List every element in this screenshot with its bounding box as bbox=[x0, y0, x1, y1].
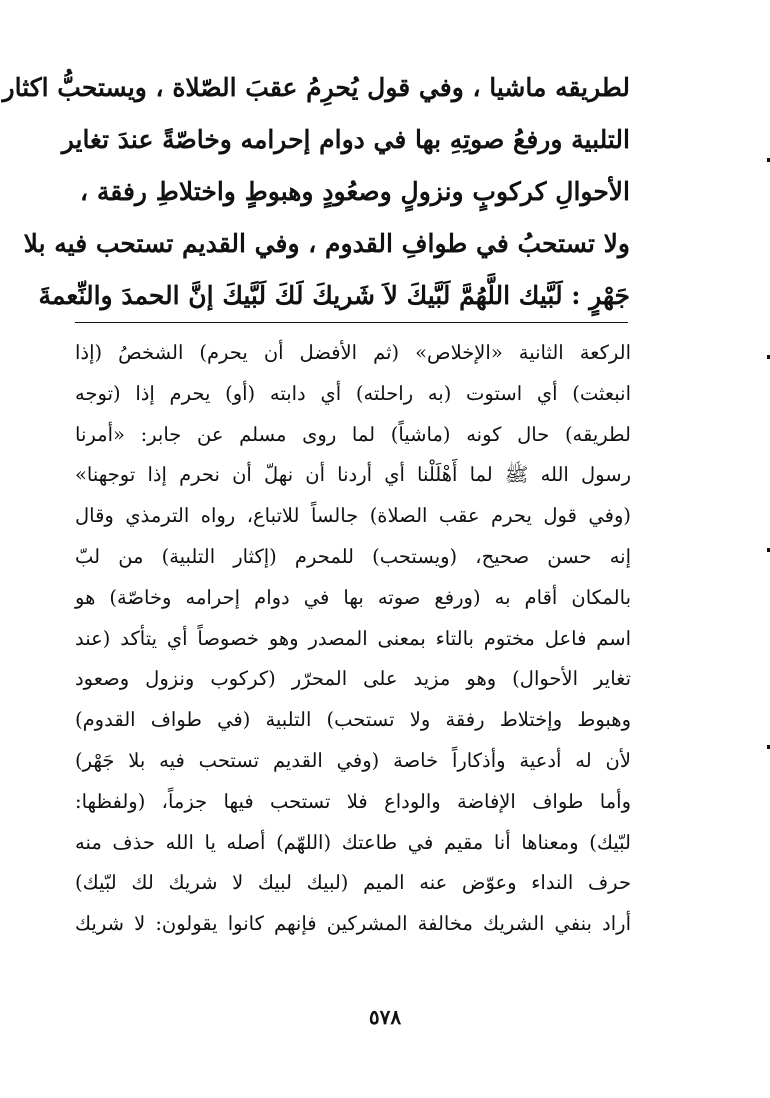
main-text-block bbox=[2, 62, 630, 322]
commentary-line: (وفي قول يحرم عقب الصلاة) جالساً للاتباع، رواه الترمذي وقال bbox=[75, 504, 631, 528]
page-number: ٥٧٨ bbox=[368, 1005, 402, 1029]
separator-rule bbox=[75, 322, 628, 323]
commentary-line: تغاير الأحوال) وهو مزيد على المحرّر (كركوب ونزول وصعود bbox=[75, 667, 631, 691]
commentary-line: اسم فاعل مختوم بالتاء بمعنى المصدر وهو خصوصاً أي يتأكد (عند bbox=[75, 626, 631, 650]
commentary-line: لطريقه) حال كونه (ماشياً) لما روى مسلم عن جابر: «أمرنا bbox=[75, 422, 631, 446]
commentary-line: حرف النداء وعوّض عنه الميم (لبيك لبيك لا شريك لك لبّيك) bbox=[75, 871, 631, 895]
commentary-line: وهبوط وإختلاط رفقة ولا تستحب) التلبية (في طواف القدوم) bbox=[75, 708, 631, 732]
commentary-line: الركعة الثانية «الإخلاص» (ثم الأفضل أن يحرم) الشخصُ (إذا bbox=[75, 341, 631, 364]
commentary-line: أراد بنفي الشريك مخالفة المشركين فإنهم كانوا يقولون: لا شريك bbox=[75, 912, 631, 936]
commentary-line: رسول الله ﷺ لما أَهْلَلْنا أي أردنا أن نهلّ أن نحرم إذا توجهنا» bbox=[75, 463, 631, 487]
commentary-line: إنه حسن صحيح، (ويستحب) للمحرم (إكثار التلبية) من لبّ bbox=[75, 544, 631, 568]
main-text-line: الأحوالِ كركوبٍ ونزولٍ وصعُودٍ وهبوطٍ واختلاطِ رفقة ، bbox=[80, 177, 630, 206]
commentary-line: لبّيك) ومعناها أنا مقيم في طاعتك (اللهّم) أصله يا الله حذف منه bbox=[75, 830, 631, 854]
main-text-line: جَهْرٍ : لَبَّيك اللَّهُمَّ لَبَّيكَ لاَ شَريكَ لَكَ لَبَّيكَ إنَّ الحمدَ والنِّعمةَ bbox=[38, 281, 630, 310]
commentary-line: وأما طواف الإفاضة والوداع فلا تستحب فيها جزماً، (ولفظها: bbox=[75, 789, 631, 813]
commentary-line: لأن له أدعية وأذكاراً خاصة (وفي القديم تستحب فيه بلا جَهْر) bbox=[75, 748, 631, 772]
commentary-line: بالمكان أقام به (ورفع صوته بها في دوام إحرامه وخاصّة) هو bbox=[75, 585, 631, 609]
commentary-line: انبعثت) أي استوت (به راحلته) أي دابته (أو) يحرم إذا (توجه bbox=[75, 381, 631, 405]
main-text-line: لطريقه ماشيا ، وفي قول يُحرِمُ عقبَ الصّلاة ، ويستحبُّ اكثار bbox=[2, 73, 630, 102]
main-text-line: ولا تستحبُ في طوافِ القدوم ، وفي القديم تستحب فيه بلا bbox=[23, 229, 630, 258]
main-text-line: التلبية ورفعُ صوتِهِ بها في دوام إحرامه وخاصّةً عندَ تغاير bbox=[61, 125, 630, 154]
commentary-block bbox=[75, 333, 631, 945]
